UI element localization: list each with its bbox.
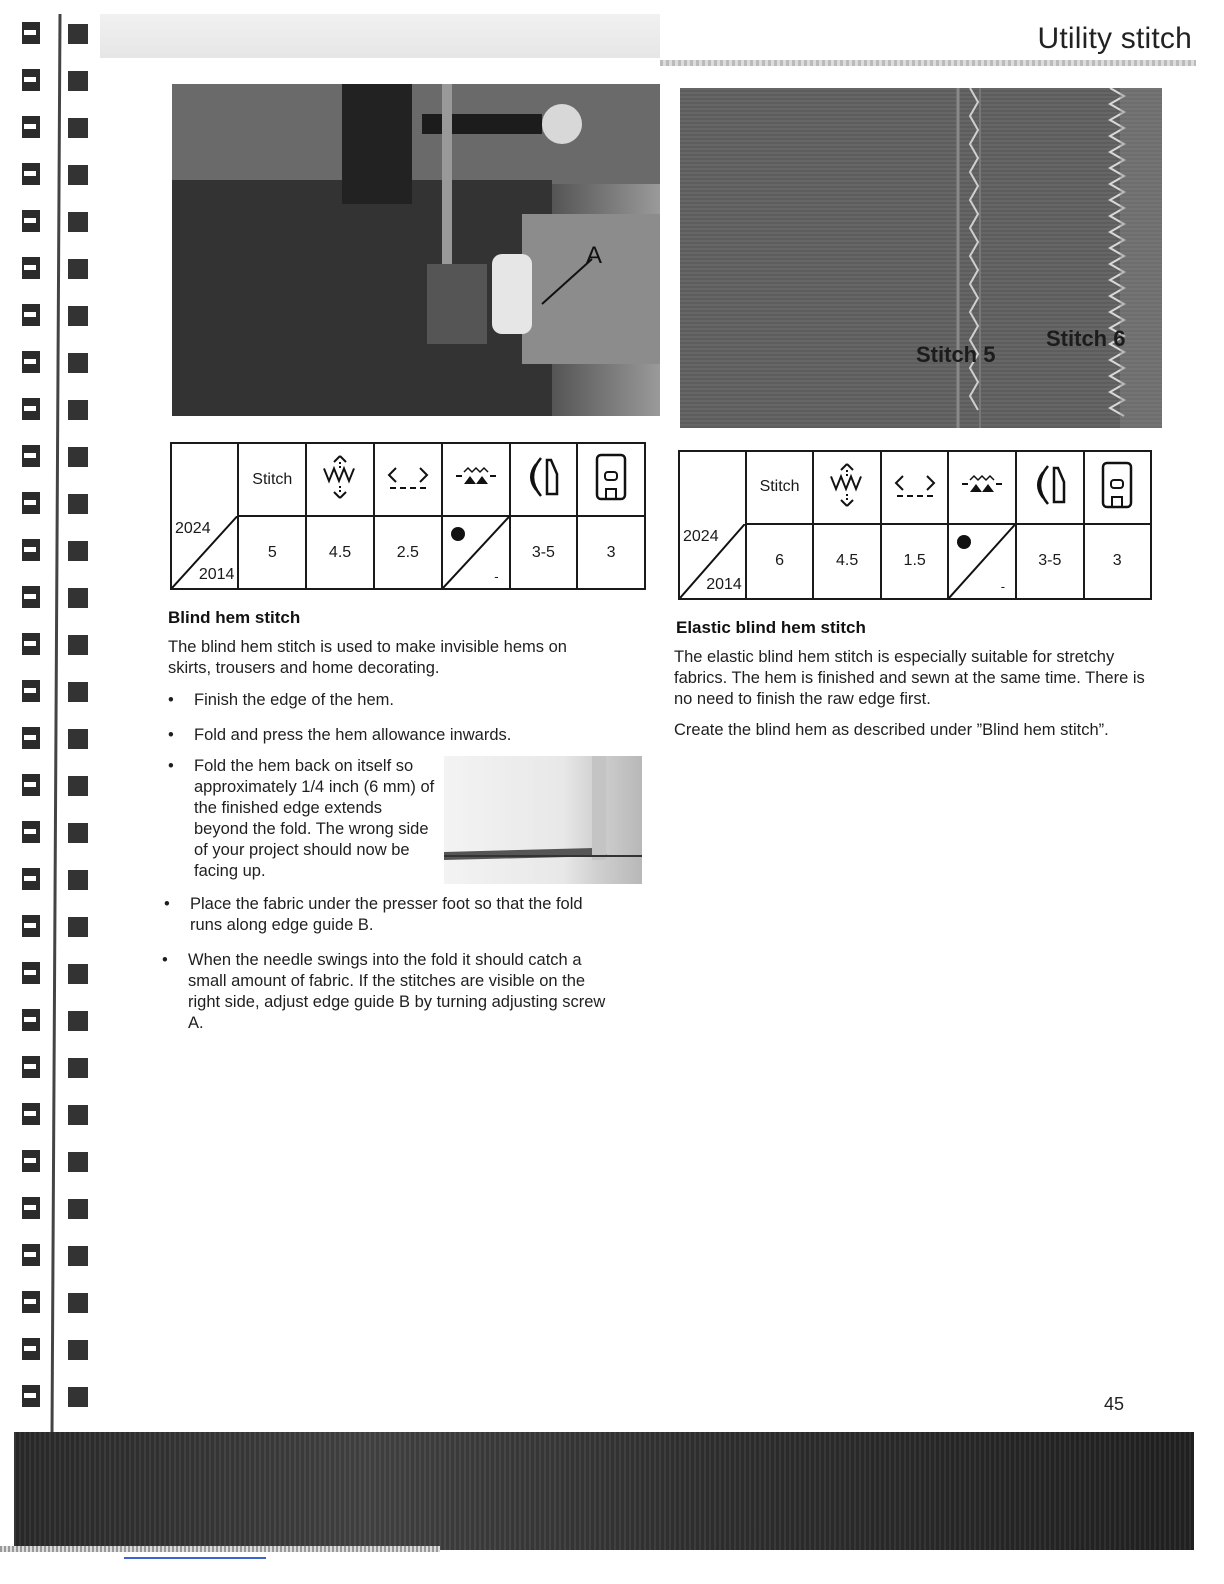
presser-foot-value: 3 xyxy=(1084,524,1151,599)
spiral-ring-highlight xyxy=(24,453,36,458)
spiral-ring-right xyxy=(68,1293,88,1313)
bullet-mark: • xyxy=(162,951,168,969)
spiral-ring-right xyxy=(68,964,88,984)
bullet-mark: • xyxy=(164,895,170,913)
spiral-ring-right xyxy=(68,306,88,326)
spiral-ring-right xyxy=(68,729,88,749)
stitch-length-value: 1.5 xyxy=(881,524,949,599)
spiral-ring-highlight xyxy=(24,641,36,646)
stitch-width-value: 4.5 xyxy=(813,524,881,599)
spiral-ring-highlight xyxy=(24,1111,36,1116)
stitch-settings-table-right xyxy=(678,450,1152,600)
presser-foot-value: 3 xyxy=(577,516,645,589)
tension-dash: - xyxy=(1000,579,1006,594)
spiral-ring-right xyxy=(68,541,88,561)
bullet-text: Fold the hem back on itself so approximately 1/4 inch (6 mm) of the finished edge extends beyond the fold. The wrong side of your project should now be facing up. xyxy=(194,757,435,880)
spiral-ring-highlight xyxy=(24,500,36,505)
spiral-ring-right xyxy=(68,494,88,514)
screw-label-a: A xyxy=(586,242,603,269)
bottom-rule xyxy=(0,1546,440,1552)
spiral-ring-right xyxy=(68,1058,88,1078)
presser-foot-icon xyxy=(1084,451,1151,524)
presser-foot-icon xyxy=(577,443,645,516)
spiral-ring-highlight xyxy=(24,1252,36,1257)
table-corner xyxy=(679,451,746,524)
model-cell xyxy=(171,516,238,589)
bottom-link-line xyxy=(124,1557,266,1559)
stitch-settings-table-left xyxy=(170,442,646,590)
model-2024: 2024 xyxy=(175,520,211,537)
spiral-ring-highlight xyxy=(24,1346,36,1351)
stitch-sample-photo xyxy=(680,88,1162,428)
stitch-width-icon xyxy=(306,443,374,516)
spiral-ring-right xyxy=(68,1246,88,1266)
spiral-ring-right xyxy=(68,635,88,655)
model-2014: 2014 xyxy=(706,576,742,593)
thread-tension-icon xyxy=(948,451,1016,524)
spiral-ring-highlight xyxy=(24,77,36,82)
spiral-ring-right xyxy=(68,588,88,608)
presser-foot-pressure-icon xyxy=(1016,451,1083,524)
spiral-ring-right xyxy=(68,118,88,138)
selected-dot-icon xyxy=(451,527,465,541)
spiral-ring-highlight xyxy=(24,406,36,411)
spiral-ring-highlight xyxy=(24,359,36,364)
spiral-ring-highlight xyxy=(24,1299,36,1304)
model-cell xyxy=(679,524,746,599)
spiral-ring-highlight xyxy=(24,1205,36,1210)
tension-value: 3-5 xyxy=(510,516,578,589)
spiral-ring-highlight xyxy=(24,970,36,975)
spiral-ring-right xyxy=(68,823,88,843)
spiral-ring-highlight xyxy=(24,876,36,881)
spiral-ring-highlight xyxy=(24,265,36,270)
stitch-number: 6 xyxy=(746,524,814,599)
stitch-length-icon xyxy=(881,451,949,524)
elastic-blind-hem-heading: Elastic blind hem stitch xyxy=(676,618,866,637)
stitch-6-label: Stitch 6 xyxy=(1046,326,1126,351)
blind-hem-heading: Blind hem stitch xyxy=(168,608,301,627)
spiral-ring-highlight xyxy=(24,829,36,834)
spiral-ring-right xyxy=(68,1105,88,1125)
elastic-blind-hem-intro: The elastic blind hem stitch is especially suitable for stretchy fabrics. The hem is finished and sewn at the same time. There is no need to finish the raw edge first. xyxy=(674,648,1145,708)
spiral-ring-highlight xyxy=(24,312,36,317)
blind-hem-intro: The blind hem stitch is used to make invisible hems on skirts, trousers and home decorating. xyxy=(168,638,567,677)
spiral-ring-highlight xyxy=(24,1064,36,1069)
spiral-ring-right xyxy=(68,165,88,185)
spiral-ring-highlight xyxy=(24,30,36,35)
spiral-ring-right xyxy=(68,400,88,420)
spiral-ring-right xyxy=(68,1387,88,1407)
stitch-length-icon xyxy=(374,443,442,516)
spiral-ring-right xyxy=(68,24,88,44)
header-rule xyxy=(660,60,1196,66)
tension-indicator-cell xyxy=(442,516,510,589)
bullet-mark: • xyxy=(168,757,174,775)
spiral-ring-right xyxy=(68,1011,88,1031)
spiral-ring-right xyxy=(68,447,88,467)
stitch-width-icon xyxy=(813,451,881,524)
page-title: Utility stitch xyxy=(1037,22,1192,55)
thread-tension-icon xyxy=(442,443,510,516)
model-2024: 2024 xyxy=(683,527,719,545)
spiral-ring-right xyxy=(68,682,88,702)
spiral-ring-highlight xyxy=(24,923,36,928)
table-corner xyxy=(171,443,238,516)
tension-indicator-cell xyxy=(948,524,1016,599)
bullet-text: When the needle swings into the fold it should catch a small amount of fabric. If the stitches are visible on the right side, adjust edge guide B by turning adjusting screw A. xyxy=(188,951,606,1032)
spiral-ring-highlight xyxy=(24,1158,36,1163)
spiral-ring-right xyxy=(68,1199,88,1219)
stitch-width-value: 4.5 xyxy=(306,516,374,589)
spiral-ring-right xyxy=(68,917,88,937)
spiral-ring-right xyxy=(68,71,88,91)
sewing-machine-photo xyxy=(172,84,660,416)
spiral-ring-highlight xyxy=(24,735,36,740)
stitch-header: Stitch xyxy=(238,443,306,516)
spiral-ring-right xyxy=(68,870,88,890)
page-number: 45 xyxy=(1104,1394,1125,1414)
spiral-ring-right xyxy=(68,776,88,796)
spiral-ring-right xyxy=(68,259,88,279)
folded-hem-photo xyxy=(444,756,642,884)
spiral-ring-right xyxy=(68,1340,88,1360)
spiral-binding xyxy=(12,14,102,1434)
header-band xyxy=(100,14,660,58)
bullet-mark: • xyxy=(168,691,174,709)
spiral-ring-highlight xyxy=(24,1393,36,1398)
spiral-ring-right xyxy=(68,1152,88,1172)
spiral-ring-highlight xyxy=(24,124,36,129)
stitch-length-value: 2.5 xyxy=(374,516,442,589)
spiral-ring-highlight xyxy=(24,218,36,223)
bullet-text: Finish the edge of the hem. xyxy=(194,691,394,709)
model-2014: 2014 xyxy=(198,566,235,583)
spiral-ring-right xyxy=(68,212,88,232)
spiral-ring-right xyxy=(68,353,88,373)
bullet-text: Place the fabric under the presser foot so that the fold runs along edge guide B. xyxy=(190,895,583,934)
bottom-dark-band xyxy=(14,1432,1194,1550)
spiral-ring-highlight xyxy=(24,1017,36,1022)
bullet-mark: • xyxy=(168,726,174,744)
elastic-blind-hem-note: Create the blind hem as described under ”Blind hem stitch”. xyxy=(674,721,1109,739)
spiral-ring-highlight xyxy=(24,782,36,787)
stitch-number: 5 xyxy=(238,516,306,589)
stitch-header: Stitch xyxy=(746,451,814,524)
tension-value: 3-5 xyxy=(1016,524,1083,599)
stitch-5-label: Stitch 5 xyxy=(916,342,996,367)
presser-foot-pressure-icon xyxy=(510,443,578,516)
spiral-ring-highlight xyxy=(24,594,36,599)
spiral-ring-highlight xyxy=(24,688,36,693)
tension-dash: - xyxy=(494,569,499,584)
bullet-text: Fold and press the hem allowance inwards. xyxy=(194,726,512,744)
spiral-ring-highlight xyxy=(24,547,36,552)
spiral-ring-highlight xyxy=(24,171,36,176)
